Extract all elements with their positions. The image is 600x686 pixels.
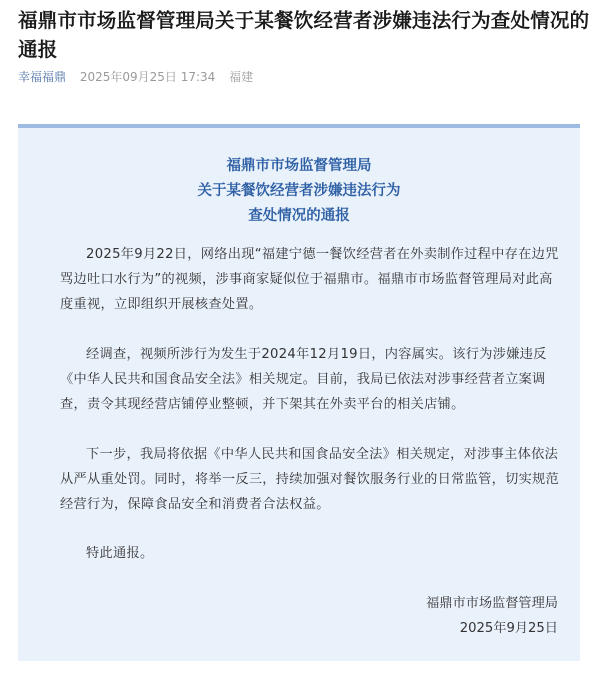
notice-heading-line: 关于某餐饮经营者涉嫌违法行为	[197, 183, 401, 199]
notice-closing: 特此通报。	[86, 546, 154, 561]
author-link[interactable]: 幸福福鼎	[18, 70, 67, 84]
notice-heading-line: 查处情况的通报	[248, 208, 350, 224]
publish-location: 福建	[229, 70, 254, 84]
notice-heading-line: 福鼎市市场监督管理局	[226, 158, 372, 174]
notice-paragraph: 下一步，我局将依据《中华人民共和国食品安全法》相关规定，对涉事主体依法从严从重处罚。同时，将举一反三，持续加强对餐饮服务行业的日常监管，切实规范经营行为，保障食品安全和消费者合法权益。	[60, 447, 560, 512]
signature-date: 2025年9月25日	[459, 621, 558, 636]
notice-paragraph: 经调查，视频所涉行为发生于2024年12月19日，内容属实。该行为涉嫌违反《中华人民共和国食品安全法》相关规定。目前，我局已依法对涉事经营者立案调查，责令其现经营店铺停业整顿，并下架其在外卖平台的相关店铺。	[60, 347, 547, 412]
article-title: 福鼎市市场监督管理局关于某餐饮经营者涉嫌违法行为查处情况的通报	[18, 9, 590, 61]
notice-card	[18, 124, 580, 661]
notice-heading	[18, 154, 580, 229]
publish-datetime: 2025年09月25日 17:34	[79, 70, 216, 84]
notice-paragraph: 2025年9月22日，网络出现“福建宁德一餐饮经营者在外卖制作过程中存在边咒骂边吐口水行为”的视频，涉事商家疑似位于福鼎市。福鼎市市场监督管理局对此高度重视，立即组织开展核查处置。	[60, 247, 559, 312]
signature-org: 福鼎市市场监督管理局	[426, 596, 558, 611]
article-meta	[18, 68, 263, 85]
